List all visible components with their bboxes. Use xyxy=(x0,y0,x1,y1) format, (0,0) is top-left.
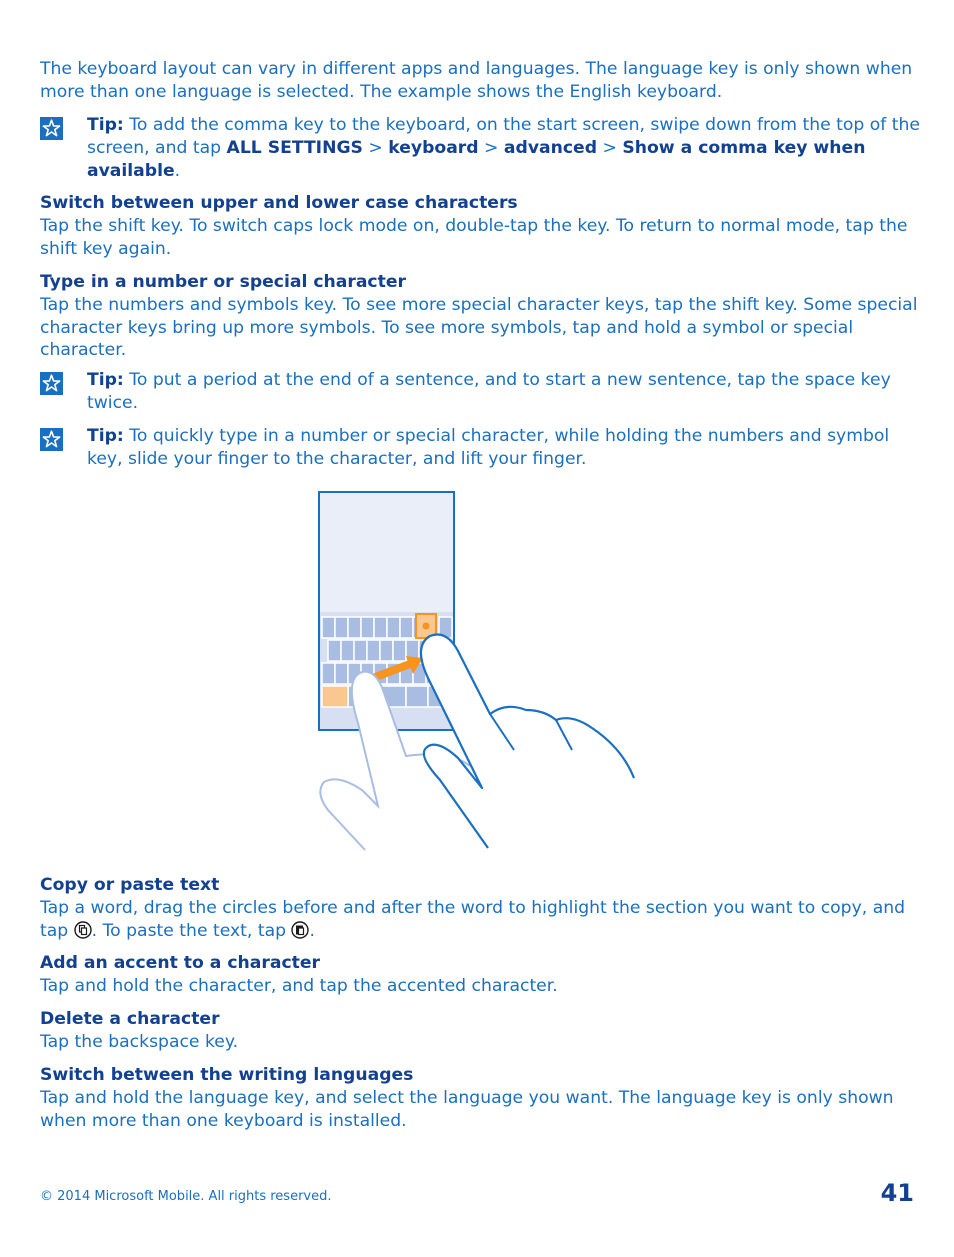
menu-keyboard: keyboard xyxy=(388,137,479,158)
separator: > xyxy=(362,137,389,158)
tip-label: Tip: xyxy=(87,426,124,446)
menu-show-comma-key: Show a comma key when available xyxy=(87,137,866,181)
section-heading: Switch between upper and lower case characters xyxy=(40,193,518,213)
tip-body: To put a period at the end of a sentence, and to start a new sentence, tap the space key twice. xyxy=(87,370,891,413)
tip-label: Tip: xyxy=(87,370,124,390)
tip-text xyxy=(87,369,920,415)
section-copy xyxy=(40,874,920,942)
section-heading: Type in a number or special character xyxy=(40,272,406,292)
star-icon xyxy=(40,372,63,395)
copy-icon xyxy=(74,921,92,939)
tip-end: . xyxy=(174,160,181,181)
section-heading: Copy or paste text xyxy=(40,875,220,895)
separator: > xyxy=(478,137,504,158)
tip-comma-key xyxy=(40,114,920,182)
section-heading: Delete a character xyxy=(40,1009,220,1029)
menu-all-settings: ALL SETTINGS xyxy=(226,137,363,158)
intro-paragraph xyxy=(40,58,920,104)
section-body: Tap and hold the language key, and select the language you want. The language key is only shown when more than one keyboard is installed. xyxy=(40,1087,894,1131)
copy-text-b: . To paste the text, tap xyxy=(91,920,292,941)
star-icon xyxy=(40,428,63,451)
separator: > xyxy=(597,137,623,158)
section-body: Tap the shift key. To switch caps lock mode on, double-tap the key. To return to normal mode, tap the shift key again. xyxy=(40,215,908,259)
copy-text-c: . xyxy=(309,920,315,941)
tip-body: To quickly type in a number or special character, while holding the numbers and symbol key, slide your finger to the character, and lift your finger. xyxy=(87,426,890,469)
section-lang xyxy=(40,1064,920,1132)
section-heading: Add an accent to a character xyxy=(40,953,321,973)
section-case xyxy=(40,192,920,260)
section-body: Tap the numbers and symbols key. To see more special character keys, tap the shift key. Some special character keys bring up more symbols. To see more symbols, tap and hold a symbol or special character. xyxy=(40,294,918,361)
copy-text-a: Tap a word, drag the circles before and after the word to highlight the section you want to copy, and tap xyxy=(40,897,906,941)
tip-body: To add the comma key to the keyboard, on the start screen, swipe down from the top of the screen, and tap xyxy=(87,115,920,158)
section-body: Tap and hold the character, and tap the accented character. xyxy=(40,975,558,996)
tip-special-character xyxy=(40,425,920,471)
tip-period xyxy=(40,369,920,415)
tip-text xyxy=(87,425,920,471)
menu-advanced: advanced xyxy=(503,137,598,158)
paste-icon xyxy=(291,921,309,939)
section-body xyxy=(40,897,920,943)
page-number: 41 xyxy=(880,1179,914,1207)
keyboard-gesture-illustration xyxy=(310,488,650,858)
intro-text: The keyboard layout can vary in different apps and languages. The language key is only shown when more than one language is selected. The example shows the English keyboard. xyxy=(40,59,913,102)
section-number xyxy=(40,271,920,362)
section-body: Tap the backspace key. xyxy=(40,1031,239,1052)
section-heading: Switch between the writing languages xyxy=(40,1065,414,1085)
section-accent xyxy=(40,952,920,998)
star-icon xyxy=(40,117,63,140)
tip-label: Tip: xyxy=(87,115,124,135)
tip-text xyxy=(87,114,920,182)
section-delete xyxy=(40,1008,920,1054)
copyright-footer: © 2014 Microsoft Mobile. All rights reserved. xyxy=(40,1189,332,1204)
